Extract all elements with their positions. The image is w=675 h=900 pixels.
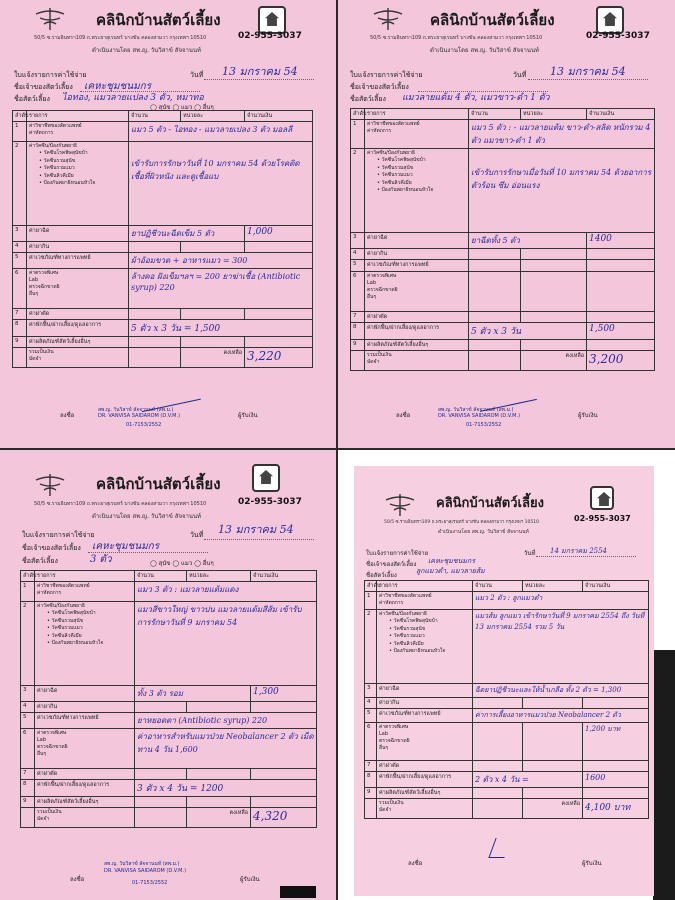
pet-label: ชื่อสัตว์เลี้ยง <box>22 557 58 565</box>
col-no: ลำดับ <box>351 109 365 120</box>
clinic-name: คลินิกบ้านสัตว์เลี้ยง <box>436 496 544 511</box>
col-total: จำนวนเงิน <box>583 581 649 592</box>
table-row: 4 ค่ายากิน <box>351 249 655 260</box>
doctor-name-en: DR. VANVISA SAIDAROM (D.V.M.) <box>104 868 187 874</box>
col-qty: จำนวน <box>135 571 187 582</box>
col-item: รายการ <box>27 111 129 122</box>
date-label: วันที่ <box>190 531 204 539</box>
date-value: 13 มกราคม 54 <box>222 65 298 78</box>
pet-label: ชื่อสัตว์เลี้ยง <box>350 95 386 103</box>
caduceus-logo-icon <box>32 6 68 32</box>
pet-label: ชื่อสัตว์เลี้ยง <box>366 572 397 579</box>
pet-type-options: ◯ สุนัข ◯ แมว ◯ อื่นๆ <box>150 104 214 111</box>
total-row: รวมเป็นเงิน มัดจำ คงเหลือ 3,200 <box>351 351 655 371</box>
row-2-handwritten: แมวส้ม ลูกแมว เข้ารักษาวันที่ 9 มกราคม 2554 ถึง วันที่ 13 มกราคม 2554 รวม 5 วัน <box>475 612 645 631</box>
owner-label: ชื่อเจ้าของสัตว์เลี้ยง <box>22 544 81 552</box>
row-1-handwritten: แมว 3 ตัว : แมวลายแต้มแดง <box>137 585 239 594</box>
doctor-name-en: DR. VANVISA SAIDAROM (D.V.M.) <box>98 413 181 419</box>
sheet-content <box>338 0 675 448</box>
table-row: 1 ค่าวิชาชีพของสัตวแพทย์ ค่าหัตถการ แมว 3 ตัว : แมวลายแต้มแดง <box>21 582 317 602</box>
bill-table <box>12 110 313 368</box>
total-row: รวมเป็นเงิน มัดจำ คงเหลือ 4,100 บาท <box>365 799 649 819</box>
date-value: 13 มกราคม 54 <box>218 523 294 536</box>
col-unit: หน่วยละ <box>521 109 587 120</box>
clinic-header <box>0 458 336 520</box>
bill-table <box>364 580 649 819</box>
sign-label: ลงชื่อ <box>70 876 85 883</box>
doctor-name: สพ.ญ. วันวิสาข์ สัจจานนท์ (สพ.ม.) <box>98 407 174 413</box>
sheet-content <box>0 450 336 900</box>
table-row: 9 ค่าผลิตภัณฑ์สัตว์เลี้ยงอื่นๆ <box>365 788 649 799</box>
date-label: วันที่ <box>513 71 527 79</box>
row-1-handwritten: แมว 5 ตัว : - แมวลายแต้ม ขาว-ดำ-สลิด หนักรวม 4 ตัว แมวขาว-ดำ 1 ตัว <box>471 123 651 145</box>
pet-type-options: ◯ สุนัข ◯ แมว ◯ อื่นๆ <box>150 560 214 567</box>
clinic-owner: ดำเนินงานโดย สพ.ญ. วันวิสาข์ สัจจานนท์ <box>92 47 202 54</box>
grand-total: 4,320 <box>253 809 288 823</box>
table-row: 4 ค่ายากิน <box>21 702 317 713</box>
row-1-handwritten: แมว 5 ตัว - ไอทอง - แมวลายเปลง 3 ตัว มอลลี <box>131 125 293 134</box>
invoice-sheet-2 <box>338 0 675 448</box>
clinic-owner: ดำเนินงานโดย สพ.ญ. วันวิสาข์ สัจจานนท์ <box>430 47 540 54</box>
table-row: 4 ค่ายากิน <box>13 242 313 253</box>
table-row: 5 ค่าเวชภัณฑ์ทางการแพทย์ ยาหยอดตา (Antibiotic syrup) 220 <box>21 713 317 729</box>
clinic-tel: 02-955-3037 <box>586 31 650 41</box>
grand-total: 3,220 <box>247 349 282 363</box>
col-total: จำนวนเงิน <box>587 109 655 120</box>
table-row: 8 ค่าพักฟื้น/ฝากเลี้ยง/ดูแลอาการ 2 ตัว x 4 วัน = 1600 <box>365 772 649 788</box>
table-row: 6 ค่าตรวจพิเศษ Lab ตรวจฉีกขาดผิ อื่นๆ <box>351 272 655 312</box>
table-row: 2 ค่าวัคซีน/ป้องกันพยาธิ • วัคซีนโรคพิษสุนัขบ้า • วัคซีนรวมสุนัข • วัคซีนรวมแมว • วัคซีนลิวคีเมีย • ป้องกันพยาธิหนอนหัวใจ เข้ารับการรักษาเมื่อวันที่ 10 มกราคม 54 ด้วยอาการตัวร้อน ซึม อ่อนแรง <box>351 149 655 233</box>
table-row: 6 ค่าตรวจพิเศษ Lab ตรวจฉีกขาดผิ อื่นๆ ล้างคอ ฝังเข็มฯลฯ = 200 ยาฆ่าเชื้อ (Antibiotic syrup) 220 <box>13 269 313 309</box>
doctor-name: สพ.ญ. วันวิสาข์ สัจจานนท์ (สพ.ม.) <box>104 861 180 867</box>
caduceus-logo-icon <box>32 472 68 498</box>
caduceus-logo-icon <box>382 492 418 518</box>
invoice-sheet-1 <box>0 0 336 448</box>
col-qty: จำนวน <box>473 581 523 592</box>
pet-value: 3 ตัว <box>90 554 112 565</box>
col-total: จำนวนเงิน <box>251 571 317 582</box>
table-row: 1 ค่าวิชาชีพของสัตวแพทย์ ค่าหัตถการ แมว 2 ตัว : ลูกแมวดำ <box>365 592 649 610</box>
redaction-block <box>280 886 316 898</box>
row-2-handwritten: เข้ารับการรักษาเมื่อวันที่ 10 มกราคม 54 ด้วยอาการตัวร้อน ซึม อ่อนแรง <box>471 168 652 190</box>
table-row: 8 ค่าพักฟื้น/ฝากเลี้ยง/ดูแลอาการ 5 ตัว x 3 วัน 1,500 <box>351 323 655 340</box>
table-row: 8 ค่าพักฟื้น/ฝากเลี้ยง/ดูแลอาการ 5 ตัว x 3 วัน = 1,500 <box>13 320 313 337</box>
clinic-tel: 02-955-3037 <box>238 497 302 507</box>
table-row: 2 ค่าวัคซีน/ป้องกันพยาธิ • วัคซีนโรคพิษสุนัขบ้า • วัคซีนรวมสุนัข • วัคซีนรวมแมว • วัคซีนลิวคีเมีย • ป้องกันพยาธิหนอนหัวใจ แมวสีขาวใหญ่ ขาวปน แมวลายแต้มสีส้ม เข้ารับการรักษาวันที่ 9 มกราคม 54 <box>21 602 317 686</box>
col-no: ลำดับ <box>21 571 35 582</box>
owner-label: ชื่อเจ้าของสัตว์เลี้ยง <box>14 83 73 91</box>
col-item: รายการ <box>35 571 135 582</box>
owner-value: เคหะชุมชนมกร <box>92 541 160 552</box>
form-title: ใบแจ้งรายการค่าใช้จ่าย <box>350 71 423 79</box>
pet-label: ชื่อสัตว์เลี้ยง <box>14 95 50 103</box>
table-row: 6 ค่าตรวจพิเศษ Lab ตรวจฉีกขาดผิ อื่นๆ ค่าอาหารสำหรับแมวป่วย Neobalancer 2 ตัว เม็ดทาน 4 วัน 1,600 <box>21 729 317 769</box>
col-qty: จำนวน <box>129 111 181 122</box>
clinic-owner: ดำเนินงานโดย สพ.ญ. วันวิสาข์ สัจจานนท์ <box>92 513 202 520</box>
col-qty: จำนวน <box>469 109 521 120</box>
col-unit: หน่วยละ <box>187 571 251 582</box>
clinic-address: 50/5 ซ.รามอินทรา109 ถ.พระยาสุเรนทร์ บางชัน คลองสามวา กรุงเทพฯ 10510 <box>370 35 543 41</box>
col-unit: หน่วยละ <box>181 111 245 122</box>
col-no: ลำดับ <box>365 581 377 592</box>
date-label: วันที่ <box>190 71 204 79</box>
table-row: 9 ค่าผลิตภัณฑ์สัตว์เลี้ยงอื่นๆ <box>21 797 317 808</box>
clinic-house-logo-icon <box>596 6 624 34</box>
form-title: ใบแจ้งรายการค่าใช้จ่าย <box>366 550 429 557</box>
clinic-address: 50/5 ซ.รามอินทรา109 ถ.พระยาสุเรนทร์ บางชัน คลองสามวา กรุงเทพฯ 10510 <box>34 501 207 507</box>
clinic-address: 50/5 ซ.รามอินทรา109 ถ.พระยาสุเรนทร์ บางชัน คลองสามวา กรุงเทพฯ 10510 <box>34 35 207 41</box>
table-row: 5 ค่าเวชภัณฑ์ทางการแพทย์ ผ้าอ้อมขวด + อาหารแมว = 300 <box>13 253 313 269</box>
sheet-content <box>0 0 336 448</box>
clinic-address: 50/5 ซ.รามอินทรา109 ถ.พระยาสุเรนทร์ บางชัน คลองสามวา กรุงเทพฯ 10510 <box>384 520 539 525</box>
clinic-name: คลินิกบ้านสัตว์เลี้ยง <box>96 475 221 493</box>
doctor-license: 01-7153/2552 <box>126 422 162 428</box>
sign-label: ลงชื่อ <box>408 860 423 867</box>
table-row: 9 ค่าผลิตภัณฑ์สัตว์เลี้ยงอื่นๆ <box>13 337 313 348</box>
table-row: 5 ค่าเวชภัณฑ์ทางการแพทย์ <box>351 260 655 272</box>
grand-total: 4,100 บาท <box>585 803 631 813</box>
date-value: 13 มกราคม 54 <box>550 65 626 78</box>
table-row: 7 ค่าผ่าตัด <box>13 309 313 320</box>
invoice-sheet-4 <box>338 450 675 900</box>
table-row: 9 ค่าผลิตภัณฑ์สัตว์เลี้ยงอื่นๆ <box>351 340 655 351</box>
table-row: 6 ค่าตรวจพิเศษ Lab ตรวจฉีกขาดผิ อื่นๆ 1,200 บาท <box>365 723 649 761</box>
caduceus-logo-icon <box>370 6 406 32</box>
owner-label: ชื่อเจ้าของสัตว์เลี้ยง <box>350 83 409 91</box>
photo-background <box>653 650 675 900</box>
table-row: 1 ค่าวิชาชีพของสัตวแพทย์ ค่าหัตถการ แมว 5 ตัว : - แมวลายแต้ม ขาว-ดำ-สลิด หนักรวม 4 ตัว แมวขาว-ดำ 1 ตัว <box>351 120 655 149</box>
form-title: ใบแจ้งรายการค่าใช้จ่าย <box>14 71 87 79</box>
table-row: 7 ค่าผ่าตัด <box>365 761 649 772</box>
receiver-label: ผู้รับเงิน <box>238 412 258 419</box>
table-row: 3 ค่ายาฉีด ฉีดยาปฏิชีวนะและให้น้ำเกลือ ทั้ง 2 ตัว = 1,300 <box>365 684 649 698</box>
col-item: รายการ <box>377 581 473 592</box>
clinic-header <box>0 4 336 60</box>
bill-table <box>350 108 655 371</box>
total-row: รวมเป็นเงิน มัดจำ คงเหลือ 3,220 <box>13 348 313 368</box>
table-row: 3 ค่ายาฉีด ยาปฏิชีวนะฉีดเข็ม 5 ตัว 1,000 <box>13 226 313 242</box>
clinic-house-logo-icon <box>258 6 286 34</box>
sign-label: ลงชื่อ <box>60 412 75 419</box>
col-unit: หน่วยละ <box>523 581 583 592</box>
clinic-tel: 02-955-3037 <box>574 514 631 523</box>
owner-label: ชื่อเจ้าของสัตว์เลี้ยง <box>366 561 417 568</box>
sign-label: ลงชื่อ <box>396 412 411 419</box>
clinic-house-logo-icon <box>590 486 614 510</box>
doctor-license: 01-7153/2552 <box>132 880 168 886</box>
table-row: 3 ค่ายาฉีด ยาฉีดทั้ง 5 ตัว 1400 <box>351 233 655 249</box>
receiver-label: ผู้รับเงิน <box>582 860 602 867</box>
col-no: ลำดับ <box>13 111 27 122</box>
table-row: 7 ค่าผ่าตัด <box>21 769 317 780</box>
sheet-content <box>354 466 654 896</box>
table-row: 8 ค่าพักฟื้น/ฝากเลี้ยง/ดูแลอาการ 3 ตัว x 4 วัน = 1200 <box>21 780 317 797</box>
receiver-label: ผู้รับเงิน <box>240 876 260 883</box>
table-row: 3 ค่ายาฉีด ทั้ง 3 ตัว รอม 1,300 <box>21 686 317 702</box>
form-title: ใบแจ้งรายการค่าใช้จ่าย <box>22 531 95 539</box>
table-row: 5 ค่าเวชภัณฑ์ทางการแพทย์ ค่าการเลี้ยงอาหารแมวป่วย Neobalancer 2 ตัว <box>365 709 649 723</box>
row-2-handwritten: เข้ารับการรักษาวันที่ 10 มกราคม 54 ด้วยโรคติดเชื้อที่ผิวหนัง และดูเชื้อแบ <box>131 159 300 181</box>
grand-total: 3,200 <box>589 352 624 366</box>
pet-value: แมวลายแต้ม 4 ตัว, แมวขาว-ดำ 1 ตัว <box>402 93 550 103</box>
date-value: 14 มกราคม 2554 <box>550 547 608 555</box>
row-1-handwritten: แมว 2 ตัว : ลูกแมวดำ <box>475 594 543 602</box>
doctor-name: สพ.ญ. วันวิสาข์ สัจจานนท์ (สพ.ม.) <box>438 407 514 413</box>
row-2-handwritten: แมวสีขาวใหญ่ ขาวปน แมวลายแต้มสีส้ม เข้ารับการรักษาวันที่ 9 มกราคม 54 <box>137 605 302 627</box>
pet-value: ไอทอง, แมวลายแปลง 3 ตัว, หมาทอ <box>62 93 204 103</box>
invoice-sheet-3 <box>0 450 336 900</box>
date-label: วันที่ <box>524 550 536 557</box>
col-item: รายการ <box>365 109 469 120</box>
table-row: 7 ค่าผ่าตัด <box>351 312 655 323</box>
clinic-header <box>354 484 654 540</box>
pet-value: ลูกแมวดำ, แมวลายส้ม <box>416 567 485 575</box>
clinic-tel: 02-955-3037 <box>238 31 302 41</box>
table-row: 2 ค่าวัคซีน/ป้องกันพยาธิ • วัคซีนโรคพิษสุนัขบ้า • วัคซีนรวมสุนัข • วัคซีนรวมแมว • วัคซีนลิวคีเมีย • ป้องกันพยาธิหนอนหัวใจ แมวส้ม ลูกแมว เข้ารักษาวันที่ 9 มกราคม 2554 ถึง วันที่ 13 มกราคม 2554 รวม 5 วัน <box>365 610 649 684</box>
table-row: 4 ค่ายากิน <box>365 698 649 709</box>
owner-value: เคหะชุมชนมกร <box>428 557 475 565</box>
bill-table <box>20 570 317 828</box>
col-total: จำนวนเงิน <box>245 111 313 122</box>
clinic-name: คลินิกบ้านสัตว์เลี้ยง <box>430 11 555 29</box>
table-row: 1 ค่าวิชาชีพของสัตวแพทย์ ค่าหัตถการ แมว 5 ตัว - ไอทอง - แมวลายเปลง 3 ตัว มอลลี <box>13 122 313 142</box>
owner-value: เคหะชุมชนมกร <box>84 81 152 92</box>
signature <box>488 838 511 858</box>
table-row: 2 ค่าวัคซีน/ป้องกันพยาธิ • วัคซีนโรคพิษสุนัขบ้า • วัคซีนรวมสุนัข • วัคซีนรวมแมว • วัคซีนลิวคีเมีย • ป้องกันพยาธิหนอนหัวใจ เข้ารับการรักษาวันที่ 10 มกราคม 54 ด้วยโรคติดเชื้อที่ผิวหนัง และดูเชื้อแบ <box>13 142 313 226</box>
clinic-name: คลินิกบ้านสัตว์เลี้ยง <box>96 11 221 29</box>
doctor-license: 01-7153/2552 <box>466 422 502 428</box>
clinic-owner: ดำเนินงานโดย สพ.ญ. วันวิสาข์ สัจจานนท์ <box>438 529 529 535</box>
receiver-label: ผู้รับเงิน <box>578 412 598 419</box>
clinic-header <box>338 4 675 60</box>
total-row: รวมเป็นเงิน มัดจำ คงเหลือ 4,320 <box>21 808 317 828</box>
doctor-name-en: DR. VANVISA SAIDAROM (D.V.M.) <box>438 413 521 419</box>
clinic-house-logo-icon <box>252 464 280 492</box>
